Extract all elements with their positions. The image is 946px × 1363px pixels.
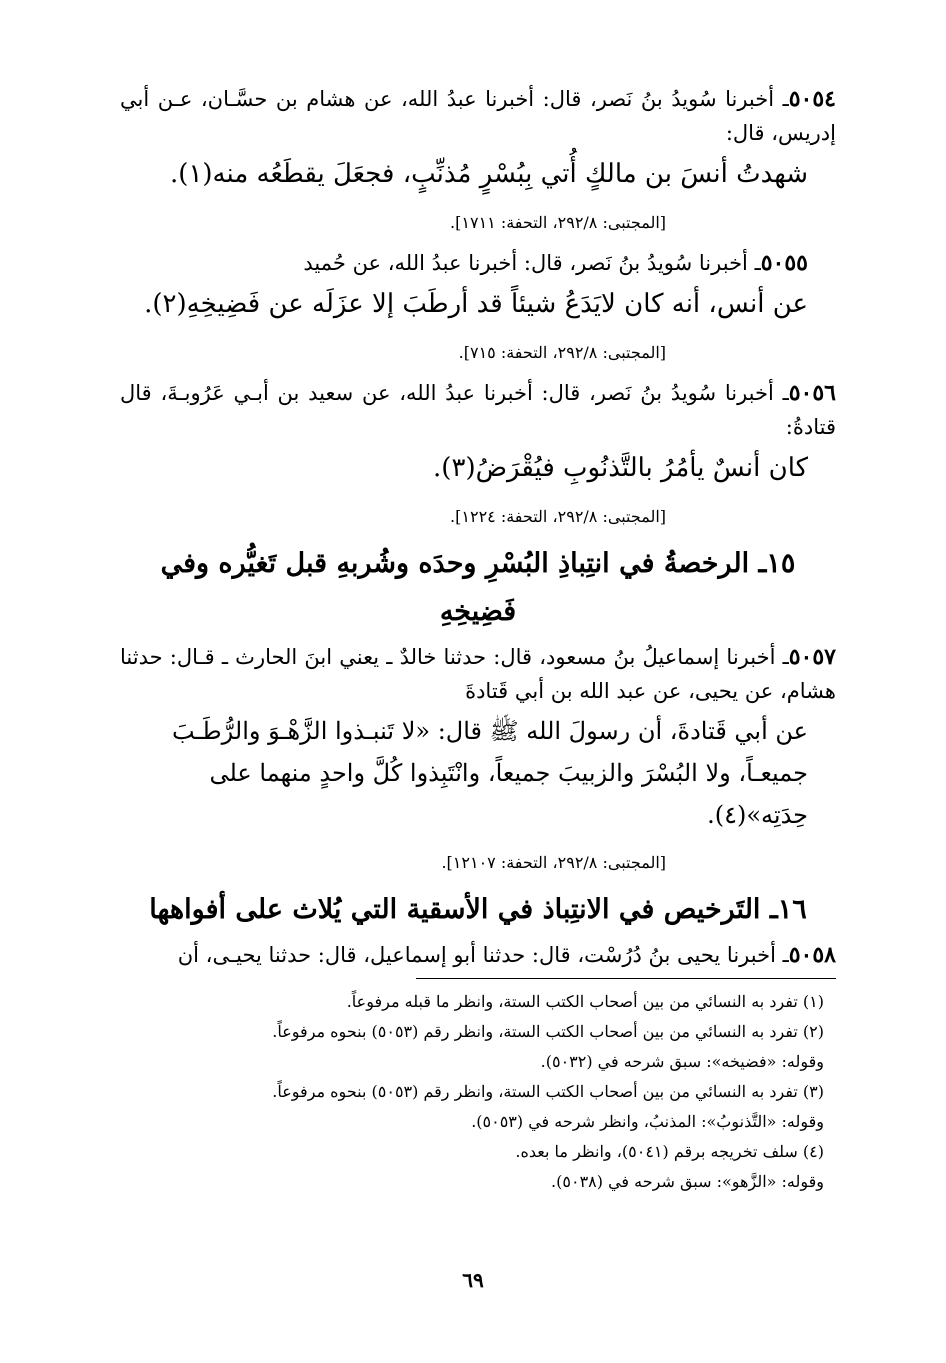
- hadith-5058-isnad: [120, 938, 836, 972]
- hadith-5055-isnad: [120, 246, 836, 280]
- isnad-text: ـ أخبرنا سُويدُ بنُ نَصر، قال: أخبرنا عبدُ الله، عن هشام بن حسَّـان، عـن أبي إدريس، قال:: [120, 87, 836, 145]
- isnad-text: ـ أخبرنا سُويدُ بنُ نَصر، قال: أخبرنا عبدُ الله، عن سعيد بن أبـي عَرُوبـةَ، قال قتادةُ:: [120, 381, 836, 439]
- hadith-5054-isnad: [120, 82, 836, 150]
- hadith-5057-isnad: [120, 640, 836, 708]
- hadith-number: ٥٠٥٥: [760, 250, 808, 276]
- footnote-2: (٢) تفرد به النسائي من بين أصحاب الكتب الستة، وانظر رقم (٥٠٥٣) بنحوه مرفوعاً.: [272, 1022, 824, 1041]
- hadith-number: ٥٠٥٨: [788, 942, 836, 968]
- hadith-5056-matn: كان أنسٌ يأمُرُ بالتَّذنُوبِ فيُقْرَضُ(٣).: [433, 453, 808, 483]
- hadith-number: ٥٠٥٦: [788, 380, 836, 406]
- hadith-5056-reference: [المجتبى: ٢٩٢/٨، التحفة: ١٢٢٤].: [450, 507, 666, 526]
- isnad-text: ـ أخبرنا يحيى بنُ دُرُسْت، قال: حدثنا أبو إسماعيل، قال: حدثنا يحيـى، أن: [177, 943, 789, 967]
- hadith-5055-reference: [المجتبى: ٢٩٢/٨، التحفة: ٧١٥].: [458, 343, 666, 362]
- footnote-3-note: وقوله: «التَّذنوبُ»: المذنبُ، وانظر شرحه في (٥٠٥٣).: [471, 1112, 824, 1131]
- hadith-5054-matn: شهدتُ أنسَ بن مالكٍ أُتي بِبُسْرٍ مُذنِّبٍ، فجعَلَ يقطَعُه منه(١).: [170, 159, 808, 189]
- chapter-15-heading: ١٥ـ الرخصةُ في انتِباذِ البُسْرِ وحدَه وشُربهِ قبل تَغيُّره وفي فَضِيخِهِ: [160, 548, 796, 627]
- page-number: ٦٩: [462, 1268, 484, 1292]
- footnote-2-note: وقوله: «فضيخه»: سبق شرحه في (٥٠٣٢).: [540, 1052, 824, 1071]
- hadith-5054-reference: [المجتبى: ٢٩٢/٨، التحفة: ١٧١١].: [450, 213, 666, 232]
- footnote-3: (٣) تفرد به النسائي من بين أصحاب الكتب الستة، وانظر رقم (٥٠٥٣) بنحوه مرفوعاً.: [272, 1082, 824, 1101]
- footnote-4: (٤) سلف تخريجه برقم (٥٠٤١)، وانظر ما بعده.: [515, 1142, 824, 1161]
- isnad-text: ـ أخبرنا إسماعيلُ بنُ مسعود، قال: حدثنا خالدٌ ـ يعني ابنَ الحارث ـ قـال: حدثنا هشام، عن يحيى، عن عبد الله بن أبي قَتادةَ: [120, 645, 836, 703]
- hadith-number: ٥٠٥٧: [788, 644, 836, 670]
- isnad-text: ـ أخبرنا سُويدُ بنُ نَصر، قال: أخبرنا عبدُ الله، عن حُميد: [303, 251, 761, 275]
- hadith-5055-matn: عن أنس، أنه كان لايَدَعُ شيئاً قد أرطَبَ إلا عزَلَه عن فَضِيخِهِ(٢).: [144, 289, 808, 319]
- hadith-5057-matn: عن أبي قَتادةَ، أن رسولَ الله ﷺ قال: «لا تَنبـذوا الزَّهْـوَ والرُّطَـبَ جميعـاً، ولا البُسْرَ والزبيبَ جميعاً، وانْتَبِذوا كُلَّ واحدٍ منهما على حِدَتِه»(٤).: [171, 717, 808, 829]
- footnote-separator: [416, 978, 836, 979]
- hadith-5056-isnad: [120, 376, 836, 444]
- hadith-number: ٥٠٥٤: [788, 86, 836, 112]
- footnote-separator-wrap: [120, 972, 836, 987]
- footnotes: [120, 987, 836, 1197]
- footnote-1: (١) تفرد به النسائي من بين أصحاب الكتب الستة، وانظر ما قبله مرفوعاً.: [346, 992, 824, 1011]
- hadith-5057-reference: [المجتبى: ٢٩٢/٨، التحفة: ١٢١٠٧].: [441, 853, 666, 872]
- chapter-16-heading: ١٦ـ التَرخيص في الانتِباذ في الأسقية التي يُلاث على أفواهها: [149, 894, 807, 925]
- footnote-4-note: وقوله: «الزَّهو»: سبق شرحه في (٥٠٣٨).: [551, 1172, 824, 1191]
